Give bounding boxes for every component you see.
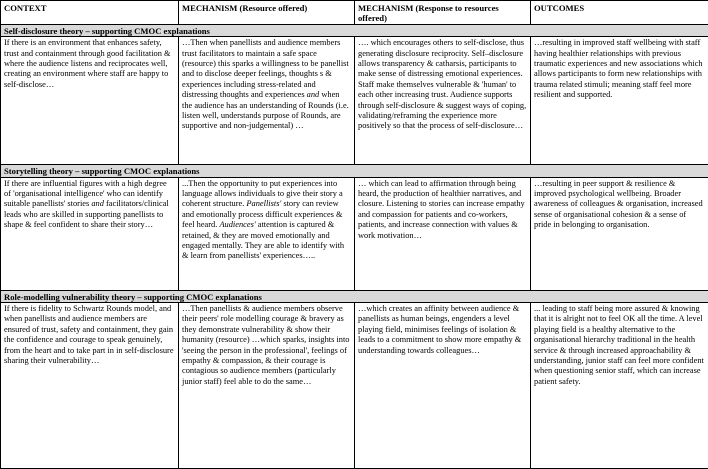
mechanism-resource-cell: …Then panellists & audience members observe their peers' role modelling courage & bravery as they demonstrate vulnerability & show their humanity (resource) …which sparks, insights into 'seeing the person in the professional', feelings of empathy & compassion, & their courage is contagious so audience members (particularly junior staff) feel able to do the same… (179, 303, 355, 469)
table-row (1, 177, 708, 290)
header-mechanism-response: MECHANISM (Response to resources offered) (355, 1, 531, 25)
section-title-self-disclosure: Self-disclosure theory – supporting CMOC explanations (1, 24, 708, 36)
header-outcomes: OUTCOMES (531, 1, 708, 25)
header-context: CONTEXT (1, 1, 179, 25)
header-row (1, 1, 708, 25)
cell-emphasis: and (307, 90, 320, 99)
cell-text: …Then when panellists and audience members trust facilitators to maintain a safe space (resource) this sparks a willingness to be panellist and to disclose deeper feelings, thoughts s & experiences including stress-related and distressing thoughts and experiences (182, 38, 349, 99)
context-cell (1, 177, 179, 290)
outcomes-cell: ... leading to staff being more assured & knowing that it is alright not to feel OK all the time. A level playing field is a healthy alternative to the organisational hierarchy traditional in the health service & through increased approachability & understanding, junior staff can feel more confident when questioning senior staff, which can increase patient safety. (531, 303, 708, 469)
section-title-row (1, 165, 708, 177)
header-mechanism-resource: MECHANISM (Resource offered) (179, 1, 355, 25)
mechanism-response-cell: … which can lead to affirmation through being heard, the production of healthier narratives, and closure. Listening to stories can increase empathy and compassion for patients and co-workers, patients, and increase connection with values & work motivation… (355, 177, 531, 290)
cell-emphasis: Audiences' (219, 220, 255, 229)
outcomes-cell: …resulting in improved staff wellbeing with staff having healthier relationships with previous traumatic experiences and new associations which allows participants to form new relationships with trauma related stimuli; meaning staff feel more resilient and supported. (531, 37, 708, 165)
cell-emphasis: and (91, 199, 104, 208)
cell-text: ...Then the opportunity to put experiences into language allows individuals to give their story a coherent structure. (182, 179, 343, 209)
mechanism-resource-cell (179, 177, 355, 290)
cell-text: facilitators/clinical leads who are skilled in supporting panellists to shape & feel confident to share their story… (4, 199, 169, 229)
mechanism-response-cell: …. which encourages others to self-disclose, thus generating disclosure reciprocity. Self–disclosure allows transparency & catharsis, participants to make sense of distressing emotional experiences. Staff make themselves vulnerable & 'human' to each other increasing trust. Audience supports through self-disclosure & suggest ways of coping, validating/reframing the experience more positively so that the process of self-disclosure… (355, 37, 531, 165)
cell-text: attention is captured & retained, & they are moved emotionally and engaged mentally. They are able to identify with & learn from panellists' experiences….. (182, 220, 344, 260)
table-row (1, 303, 708, 469)
mechanism-resource-cell (179, 37, 355, 165)
section-title-row (1, 290, 708, 302)
context-cell: If there is an environment that enhances safety, trust and containment through good facilitation & where the audience listens and reciprocates well, creating an environment where staff are happy to self-disclose… (1, 37, 179, 165)
cell-text: story can review and emotionally process difficult experiences & feel heard. (182, 199, 343, 229)
outcomes-cell: …resulting in peer support & resilience & improved psychological wellbeing. Broader awareness of colleagues & organisation, increased sense of organisational cohesion & a sense of pride in belonging to organisation. (531, 177, 708, 290)
cell-emphasis: Panellists' (246, 199, 281, 208)
section-title-storytelling: Storytelling theory – supporting CMOC explanations (1, 165, 708, 177)
cell-text: If there are influential figures with a high degree of 'organisational intelligence' who can identify suitable panellists' stories (4, 179, 167, 209)
context-cell: If there is fidelity to Schwartz Rounds model, and when panellists and audience members are ensured of trust, safety and containment, they gain the confidence and courage to speak genuinely, from the heart and to take part in in self-disclosure sharing their vulnerability… (1, 303, 179, 469)
table-row (1, 37, 708, 165)
section-title-role-modelling: Role-modelling vulnerability theory – supporting CMOC explanations (1, 290, 708, 302)
cell-text: when the audience has an understanding of Rounds (i.e. listen well, understands purpose of Rounds, are supportive and non-judgemental) … (182, 90, 349, 130)
mechanism-response-cell: …which creates an affinity between audience & panellists as human beings, engenders a level playing field, minimises feelings of isolation & leads to a commitment to show more empathy & understanding towards colleagues… (355, 303, 531, 469)
section-title-row (1, 24, 708, 36)
